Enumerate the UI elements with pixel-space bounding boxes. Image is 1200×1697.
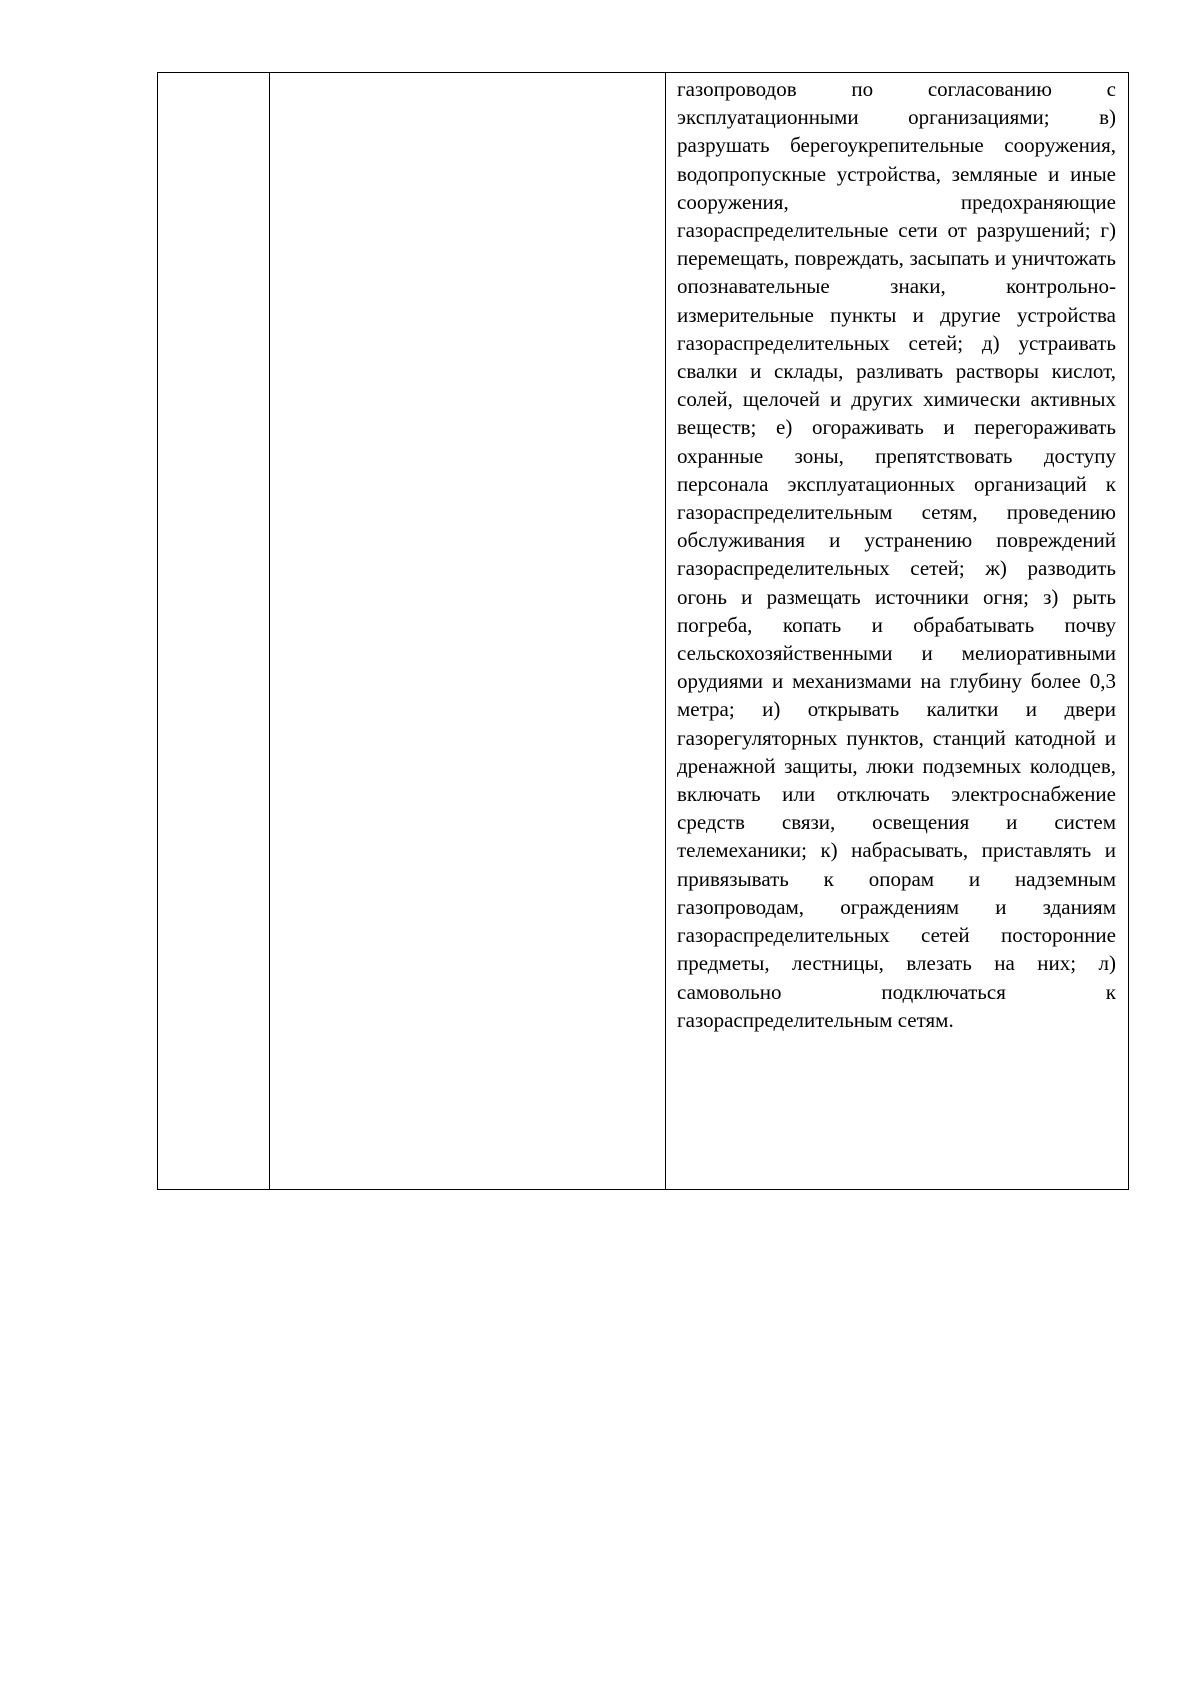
- cell-text-content: газопроводов по согласованию с эксплуатационными организациями; в) разрушать берегоукрепительные сооружения, водопропускные устройства, земляные и иные сооружения, предохраняющие газораспределительные сети от разрушений; г) перемещать, повреждать, засыпать и уничтожать опознавательные знаки, контрольно-измерительные пункты и другие устройства газораспределительных сетей; д) устраивать свалки и склады, разливать растворы кислот, солей, щелочей и других химически активных веществ; е) огораживать и перегораживать охранные зоны, препятствовать доступу персонала эксплуатационных организаций к газораспределительным сетям, проведению обслуживания и устранению повреждений газораспределительных сетей; ж) разводить огонь и размещать источники огня; з) рыть погреба, копать и обрабатывать почву сельскохозяйственными и мелиоративными орудиями и механизмами на глубину более 0,3 метра; и) открывать калитки и двери газорегуляторных пунктов, станций катодной и дренажной защиты, люки подземных колодцев, включать или отключать электроснабжение средств связи, освещения и систем телемеханики; к) набрасывать, приставлять и привязывать к опорам и надземным газопроводам, ограждениям и зданиям газораспределительных сетей посторонние предметы, лестницы, влезать на них; л) самовольно подключаться к газораспределительным сетям.: [677, 77, 1116, 1032]
- document-table: [157, 72, 1129, 1190]
- table-cell-number: [158, 73, 270, 1189]
- table-cell-content: [666, 73, 1128, 1189]
- table-cell-title: [270, 73, 666, 1189]
